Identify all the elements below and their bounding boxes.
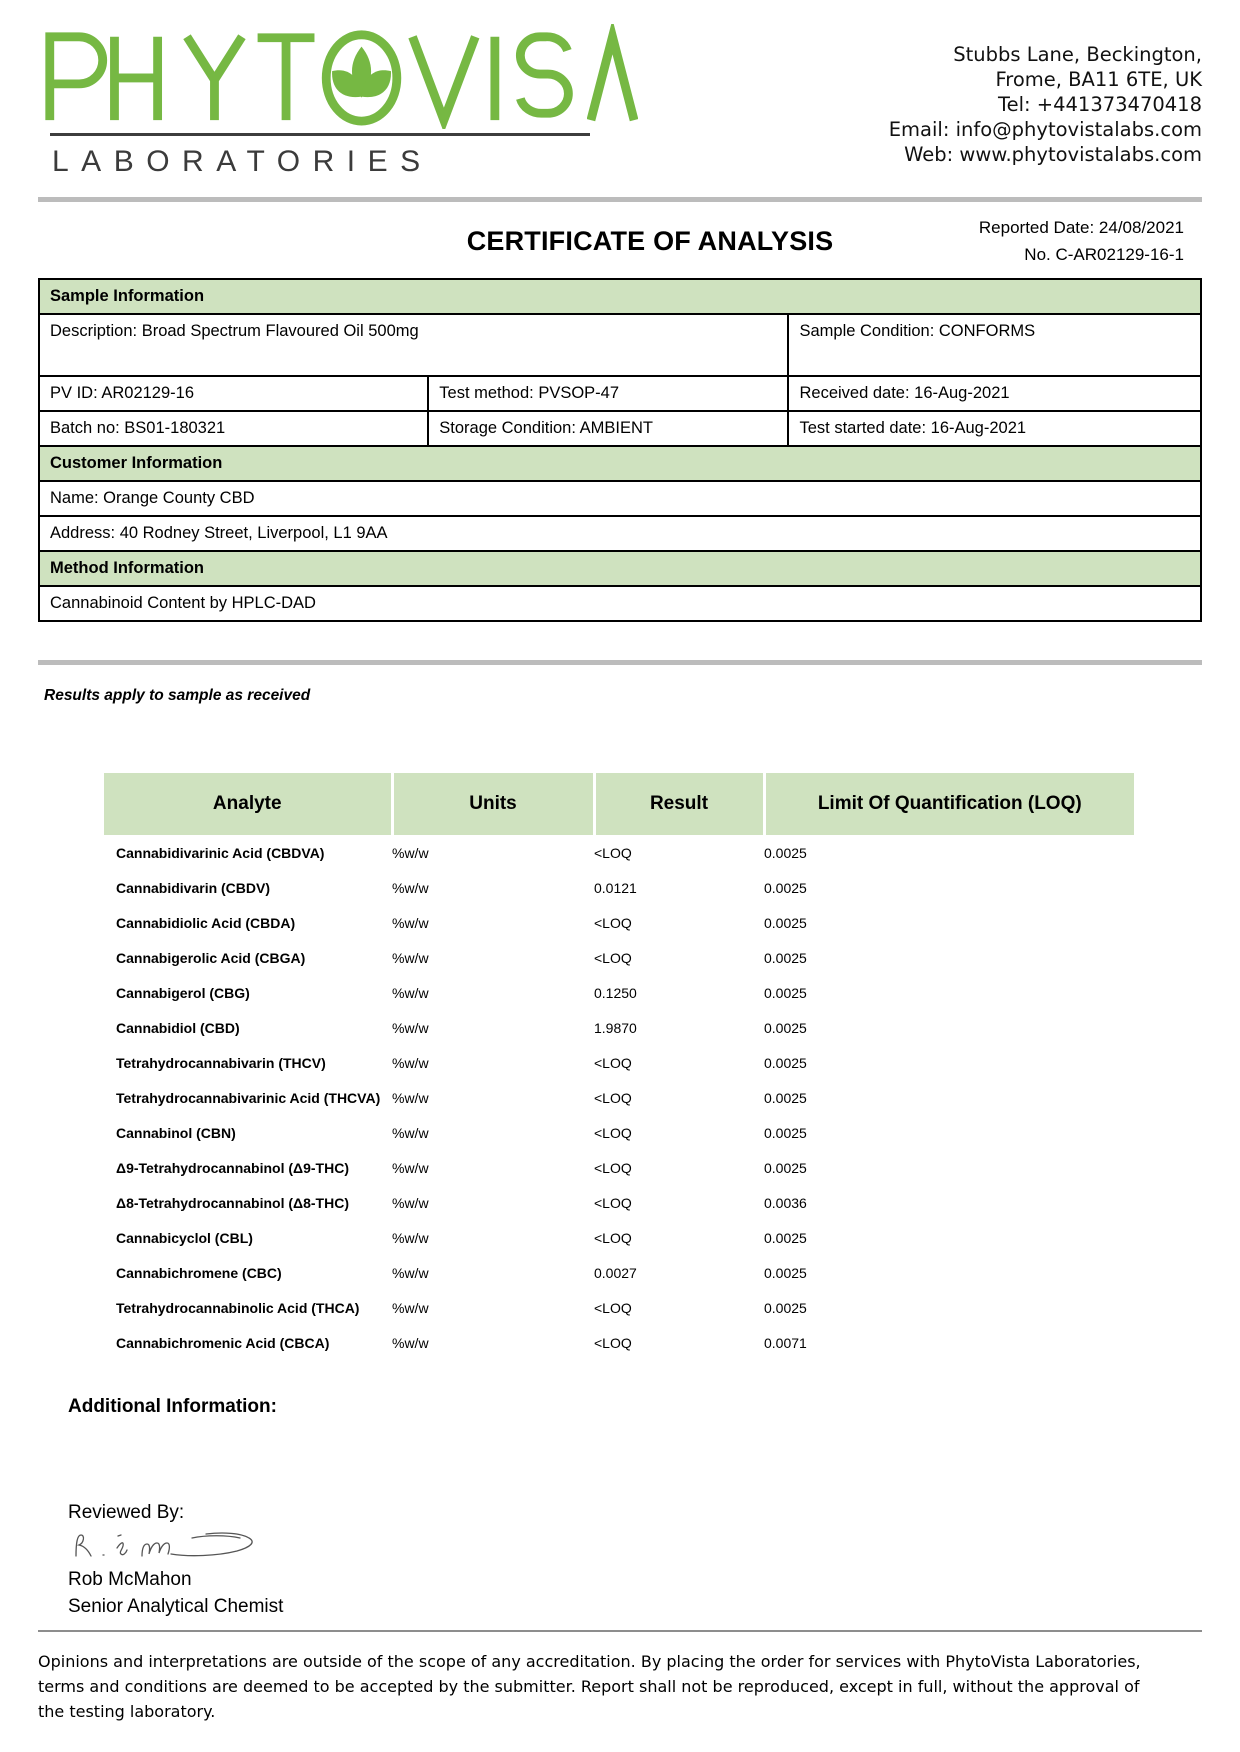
table-row — [104, 1290, 1134, 1325]
analyte-units: %w/w — [392, 1299, 429, 1316]
analyte-loq: 0.0025 — [764, 1019, 807, 1036]
results-table — [104, 773, 1134, 1360]
logo-divider — [50, 133, 590, 136]
analyte-result: <LOQ — [594, 1089, 632, 1106]
email-line: Email: info@phytovistalabs.com — [888, 118, 1202, 141]
reviewer-role: Senior Analytical Chemist — [68, 1596, 284, 1617]
header-divider — [38, 197, 1202, 202]
analyte-result: <LOQ — [594, 1299, 632, 1316]
analyte-loq: 0.0025 — [764, 844, 807, 861]
table-row — [104, 905, 1134, 940]
analyte-name: Cannabidiol (CBD) — [116, 1019, 240, 1036]
analyte-loq: 0.0025 — [764, 1124, 807, 1141]
analyte-name: Cannabichromene (CBC) — [116, 1264, 282, 1281]
table-row — [104, 1220, 1134, 1255]
analyte-name: Cannabigerolic Acid (CBGA) — [116, 949, 306, 966]
analyte-name: Tetrahydrocannabinolic Acid (THCA) — [116, 1299, 360, 1316]
analyte-units: %w/w — [392, 879, 429, 896]
table-row — [104, 1010, 1134, 1045]
analyte-result: <LOQ — [594, 949, 632, 966]
analyte-loq: 0.0025 — [764, 1264, 807, 1281]
table-row — [104, 940, 1134, 975]
sample-information-band: Sample Information — [39, 279, 1201, 314]
logo-wordmark — [38, 24, 638, 129]
analyte-loq: 0.0025 — [764, 1054, 807, 1071]
page-title: CERTIFICATE OF ANALYSIS — [466, 226, 834, 256]
handwritten-signature-icon — [70, 1526, 300, 1566]
method-information-band: Method Information — [39, 551, 1201, 586]
customer-name: Name: Orange County CBD — [39, 481, 1201, 516]
analyte-units: %w/w — [392, 1089, 429, 1106]
company-address — [889, 24, 1202, 167]
analyte-units: %w/w — [392, 984, 429, 1001]
company-logo — [38, 24, 638, 179]
analyte-loq: 0.0025 — [764, 1299, 807, 1316]
analyte-loq: 0.0025 — [764, 1229, 807, 1246]
footer-line: Opinions and interpretations are outside of the scope of any accreditation. By placing the order for services with PhytoVista Laboratories, — [38, 1652, 1141, 1671]
column-header-analyte: Analyte — [104, 773, 392, 835]
customer-address: Address: 40 Rodney Street, Liverpool, L1 9AA — [39, 516, 1201, 551]
analyte-name: Cannabicyclol (CBL) — [116, 1229, 253, 1246]
analyte-units: %w/w — [392, 1264, 429, 1281]
analyte-name: Cannabinol (CBN) — [116, 1124, 236, 1141]
information-tables — [38, 278, 1202, 622]
analyte-result: <LOQ — [594, 844, 632, 861]
analyte-loq: 0.0025 — [764, 984, 807, 1001]
analyte-loq: 0.0071 — [764, 1334, 807, 1351]
title-row — [38, 212, 1202, 274]
signature-image — [70, 1526, 1202, 1566]
column-header-units: Units — [392, 773, 594, 835]
analyte-name: Tetrahydrocannabivarinic Acid (THCVA) — [116, 1089, 381, 1106]
column-header-loq: Limit Of Quantification (LOQ) — [764, 773, 1134, 835]
table-row — [104, 1255, 1134, 1290]
analyte-name: Cannabichromenic Acid (CBCA) — [116, 1334, 330, 1351]
analyte-loq: 0.0036 — [764, 1194, 807, 1211]
results-body — [104, 835, 1134, 1360]
batch-no: Batch no: BS01-180321 — [39, 411, 428, 446]
analyte-name: Tetrahydrocannabivarin (THCV) — [116, 1054, 326, 1071]
address-line: Stubbs Lane, Beckington, — [953, 43, 1202, 66]
table-row — [104, 870, 1134, 905]
table-row — [104, 975, 1134, 1010]
results-note: Results apply to sample as received — [44, 687, 311, 704]
sample-information-table — [38, 278, 1202, 622]
logo-subtitle: LABORATORIES — [52, 145, 433, 178]
report-number: No. C-AR02129-16-1 — [1024, 245, 1184, 264]
customer-information-band: Customer Information — [39, 446, 1201, 481]
footer-line: the testing laboratory. — [38, 1702, 216, 1721]
analyte-result: <LOQ — [594, 1334, 632, 1351]
footer-disclaimer — [38, 1649, 1202, 1724]
table-row — [104, 1045, 1134, 1080]
report-meta — [979, 214, 1184, 268]
analyte-name: Cannabidivarin (CBDV) — [116, 879, 271, 896]
logo-letter-a-icon — [587, 24, 638, 129]
phytovista-logo-icon — [38, 24, 587, 129]
received-date: Received date: 16-Aug-2021 — [788, 376, 1201, 411]
analyte-result: <LOQ — [594, 1124, 632, 1141]
sample-condition: Sample Condition: CONFORMS — [788, 314, 1201, 376]
analyte-name: Δ9-Tetrahydrocannabinol (Δ9-THC) — [116, 1159, 349, 1176]
pv-id: PV ID: AR02129-16 — [39, 376, 428, 411]
analyte-units: %w/w — [392, 844, 429, 861]
analyte-result: 0.0121 — [594, 879, 637, 896]
reviewer-name: Rob McMahon — [68, 1569, 192, 1590]
analyte-result: <LOQ — [594, 1159, 632, 1176]
website-line: Web: www.phytovistalabs.com — [904, 143, 1202, 166]
results-header-row — [104, 773, 1134, 835]
analyte-name: Δ8-Tetrahydrocannabinol (Δ8-THC) — [116, 1194, 349, 1211]
test-started-date: Test started date: 16-Aug-2021 — [788, 411, 1201, 446]
analyte-result: <LOQ — [594, 1229, 632, 1246]
analyte-units: %w/w — [392, 1334, 429, 1351]
table-row — [104, 1185, 1134, 1220]
storage-condition: Storage Condition: AMBIENT — [428, 411, 788, 446]
analyte-result: 0.0027 — [594, 1264, 637, 1281]
analyte-name: Cannabigerol (CBG) — [116, 984, 250, 1001]
column-header-result: Result — [594, 773, 764, 835]
analyte-units: %w/w — [392, 1124, 429, 1141]
analyte-units: %w/w — [392, 1159, 429, 1176]
analyte-result: 0.1250 — [594, 984, 637, 1001]
address-line: Frome, BA11 6TE, UK — [995, 68, 1202, 91]
page-header — [38, 0, 1202, 179]
analyte-units: %w/w — [392, 1229, 429, 1246]
reviewed-by-label: Reviewed By: — [68, 1502, 185, 1523]
sample-description: Description: Broad Spectrum Flavoured Oil 500mg — [39, 314, 788, 376]
analyte-loq: 0.0025 — [764, 914, 807, 931]
analyte-units: %w/w — [392, 914, 429, 931]
analyte-result: <LOQ — [594, 914, 632, 931]
phone-line: Tel: +441373470418 — [998, 93, 1202, 116]
analyte-name: Cannabidiolic Acid (CBDA) — [116, 914, 296, 931]
analyte-name: Cannabidivarinic Acid (CBDVA) — [116, 844, 325, 861]
reported-date: Reported Date: 24/08/2021 — [978, 218, 1184, 237]
table-row — [104, 1115, 1134, 1150]
method-description: Cannabinoid Content by HPLC-DAD — [39, 586, 1201, 621]
analyte-loq: 0.0025 — [764, 1089, 807, 1106]
table-row — [104, 835, 1134, 870]
analyte-units: %w/w — [392, 1194, 429, 1211]
additional-information-label: Additional Information: — [68, 1396, 277, 1417]
table-row — [104, 1080, 1134, 1115]
analyte-units: %w/w — [392, 949, 429, 966]
analyte-loq: 0.0025 — [764, 879, 807, 896]
analyte-result: <LOQ — [594, 1054, 632, 1071]
analyte-result: <LOQ — [594, 1194, 632, 1211]
footer-line: terms and conditions are deemed to be accepted by the submitter. Report shall not be reproduced, except in full, without the approval of — [38, 1677, 1140, 1696]
analyte-result: 1.9870 — [594, 1019, 637, 1036]
table-row — [104, 1325, 1134, 1360]
analyte-units: %w/w — [392, 1019, 429, 1036]
analyte-units: %w/w — [392, 1054, 429, 1071]
table-row — [104, 1150, 1134, 1185]
footer-divider — [38, 1630, 1202, 1632]
test-method: Test method: PVSOP-47 — [428, 376, 788, 411]
section-divider — [38, 660, 1202, 665]
analyte-loq: 0.0025 — [764, 949, 807, 966]
analyte-loq: 0.0025 — [764, 1159, 807, 1176]
